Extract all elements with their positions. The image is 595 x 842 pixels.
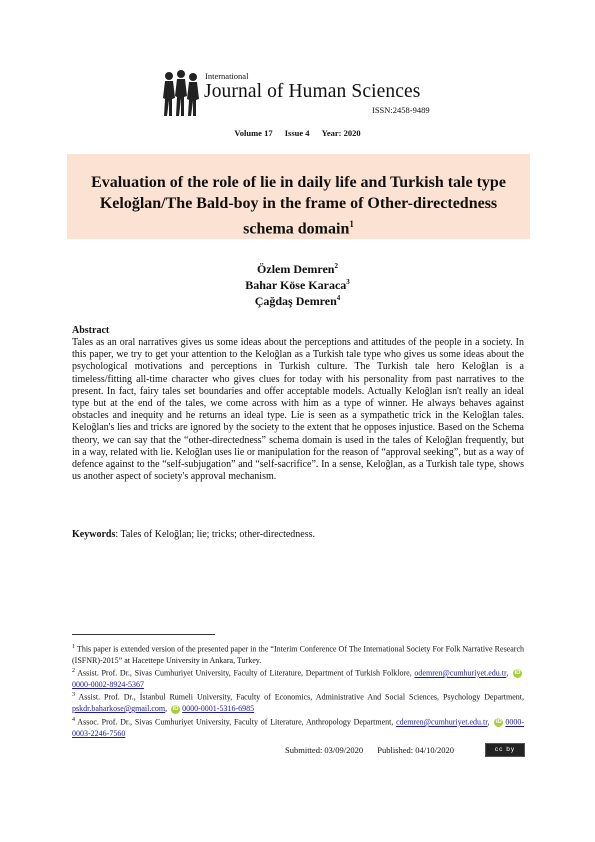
email-link[interactable]: cdemren@cumhuriyet.edu.tr [396, 717, 488, 727]
abstract-body: Tales as an oral narratives gives us some ideas about the perceptions and attitudes of the people in a society. In this paper, we try to get your attention to the Keloğlan as a Turkish tale type who gives us some ideas about the psychological motivations and perceptions in Turkish culture. The Turkish tale hero Keloğlan is a timeless/fitting all-time character who gives clues for today with his personality from past narratives to the present. In fact, fairy tales set boundaries and offer acceptable models. Actually Keloğlan isn't really an ideal type but at the end of the tales, we come across with him as a type of winner. He always behaves against obstacles and inequity and he returns an ideal type. Lie is seen as a sympathetic trick in the Keloğlan tales. Keloğlan's lies and tricks are ignored by the society to the extent that he opposes injustice. Based on the Schema theory, we can say that the “other-directedness” schema domain is used in the tales of Keloğlan frequently, but in a way, related with lie. Keloğlan uses lie or manipulation for the reason of “approval seeking”, but as a way of defence against to the “self-subjugation” and “self-sacrifice”. In a sense, Keloğlan, as a Turkish tale type, shows us another aspect of society's approval mechanism. [72, 337, 524, 483]
footnote: $^4$ Assoc. Prof. Dr., Sivas Cumhuriyet University, Faculty of Literature, Anthropology Department, cdemren@cumhuriyet.edu.tr, iD 0000-0003-2246-7560 [72, 717, 524, 738]
keywords-text: : Tales of Keloğlan; lie; tricks; other-directedness. [115, 529, 316, 540]
footnote-mark: 1 [72, 644, 75, 650]
article-title [75, 173, 522, 240]
footnote [72, 642, 524, 666]
author-name: Bahar Köse Karaca [245, 278, 347, 292]
footnote-mark: 4 [72, 717, 75, 723]
footnote-divider [72, 634, 215, 635]
journal-logo-icon [160, 68, 202, 118]
author-footnote-mark: 2 [334, 262, 338, 270]
author [0, 262, 595, 277]
journal-name: Journal of Human Sciences [204, 81, 421, 102]
footnote-text: Assoc. Prof. Dr., Sivas Cumhuriyet University, Faculty of Literature, Anthropology Department, [75, 717, 394, 727]
footnote: $^2$ Assist. Prof. Dr., Sivas Cumhuriyet University, Faculty of Literature, Department of Turkish Folklore, odemren@cumhuriyet.edu.tr, iD0000-0002-8924-5367 [72, 668, 521, 689]
author-footnote-mark: 4 [336, 294, 341, 302]
volume-label: Volume 17 [234, 128, 273, 138]
publication-dates [285, 745, 466, 755]
abstract-heading: Abstract [72, 325, 110, 336]
published-date: Published: 04/10/2020 [377, 745, 455, 755]
orcid-icon: iD [514, 670, 521, 677]
journal-prefix: International [205, 71, 249, 81]
cc-license-icon[interactable]: cc by [485, 743, 525, 757]
orcid-link[interactable]: 0000-0003-2246-7560 [72, 717, 524, 738]
author-name: Özlem Demren [257, 262, 335, 276]
keywords-label: Keywords [72, 529, 116, 540]
footnote-mark: 3 [72, 692, 75, 698]
email-link[interactable]: odemren@cumhuriyet.edu.tr [414, 668, 507, 678]
author [0, 278, 595, 293]
footnote-text: Assist. Prof. Dr., İstanbul Rumeli University, Faculty of Economics, Administrative And Social Sciences, Psychology Department, [75, 692, 524, 702]
journal-issn: ISSN:2458-9489 [372, 105, 430, 115]
article-title-text: Evaluation of the role of lie in daily life and Turkish tale type Keloğlan/The Bald-boy in the frame of Other-directedness schema domain [91, 174, 506, 238]
email-link[interactable]: pskdr.baharkose@gmail.com [72, 703, 166, 713]
footnote: $^3$ Assist. Prof. Dr., İstanbul Rumeli University, Faculty of Economics, Administrative And Social Sciences, Psychology Department, pskdr.baharkose@gmail.com, iD 0000-0001-5316-6985 [72, 692, 524, 713]
submitted-date: Submitted: 03/09/2020 [285, 745, 364, 755]
footnote-text: Assist. Prof. Dr., Sivas Cumhuriyet University, Faculty of Literature, Department of Turkish Folklore, [75, 668, 412, 678]
author-footnote-mark: 3 [346, 278, 350, 286]
footnote-text: This paper is extended version of the presented paper in the “Interim Conference Of The International Society For Folk Narrative Research (ISFNR)-2015” at Hacettepe University in Ankara, Turkey. [72, 644, 524, 665]
orcid-link[interactable]: 0000-0001-5316-6985 [182, 703, 255, 713]
issue-info [0, 128, 595, 138]
issue-label: Issue 4 [284, 128, 310, 138]
orcid-icon: iD [172, 705, 179, 712]
keywords [72, 529, 524, 540]
footnote-mark: 2 [72, 668, 75, 674]
title-footnote-mark: 1 [349, 219, 354, 229]
year-label: Year: 2020 [321, 128, 361, 138]
author [0, 294, 595, 309]
orcid-link[interactable]: 0000-0002-8924-5367 [72, 679, 144, 689]
author-name: Çağdaş Demren [254, 294, 337, 308]
orcid-icon: iD [495, 719, 502, 726]
